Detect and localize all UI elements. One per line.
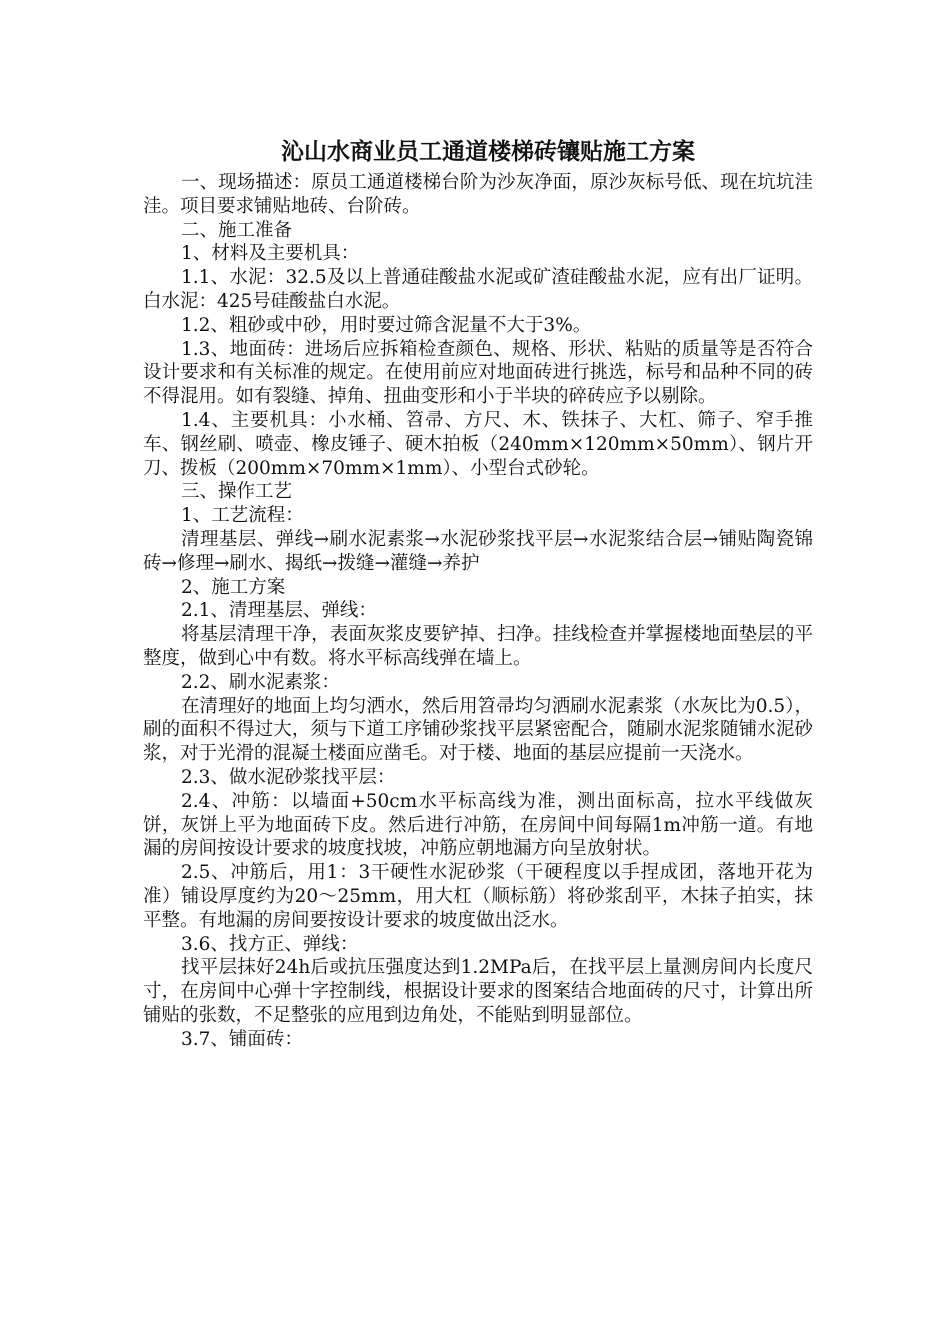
- paragraph-process-flow: 清理基层、弹线→刷水泥素浆→水泥砂浆找平层→水泥浆结合层→铺贴陶瓷锦砖→修理→刷水、揭纸→拨缝→灌缝→养护: [143, 528, 813, 574]
- paragraph-clean-base: 将基层清理干净，表面灰浆皮要铲掉、扫净。挂线检查并掌握楼地面垫层的平整度，做到心中有数。将水平标高线弹在墙上。: [143, 624, 813, 669]
- paragraph-cement-slurry: 在清理好的地面上均匀洒水，然后用笤帚均匀洒刷水泥素浆（水灰比为0.5），刷的面积不得过大，须与下道工序铺砂浆找平层紧密配合，随刷水泥浆随铺水泥砂浆，对于光滑的混凝土楼面应凿毛。对于楼、地面的基层应提前一天浇水。: [143, 695, 813, 765]
- paragraph-screed-strips: 2.4、冲筋：以墙面+50cm水平标高线为准，测出面标高，拉水平线做灰饼，灰饼上平为地面砖下皮。然后进行冲筋，在房间中间每隔1m冲筋一道。有地漏的房间按设计要求的坡度找坡，冲筋应朝地漏方向呈放射状。: [143, 790, 813, 860]
- paragraph-cement: 1.1、水泥：32.5及以上普通硅酸盐水泥或矿渣硅酸盐水泥，应有出厂证明。 白水泥：425号硅酸盐白水泥。: [143, 267, 813, 312]
- paragraph-squaring-lines: 找平层抹好24h后或抗压强度达到1.2MPa后，在找平层上量测房间内长度尺寸，在房间中心弹十字控制线，根据设计要求的图案结合地面砖的尺寸，计算出所铺贴的张数，不足整张的应甩到边角处，不能贴到明显部位。: [143, 957, 813, 1026]
- heading-cement-slurry: 2.2、刷水泥素浆：: [181, 671, 340, 693]
- heading-squaring-lines: 3.6、找方正、弹线：: [181, 933, 359, 955]
- heading-process-flow: 1、工艺流程：: [181, 505, 304, 527]
- paragraph-after-strips: 2.5、冲筋后，用1：3干硬性水泥砂浆（干硬程度以手捏成团，落地开花为准）铺设厚度约为20～25mm，用大杠（顺标筋）将砂浆刮平，木抹子拍实，抹平整。有地漏的房间要按设计要求的坡度做出泛水。: [143, 862, 813, 931]
- heading-process: 三、操作工艺: [181, 481, 293, 503]
- paragraph-sand: 1.2、粗砂或中砂，用时要过筛含泥量不大于3%。: [181, 314, 592, 336]
- paragraph-floor-tiles: 1.3、地面砖：进场后应拆箱检查颜色、规格、形状、粘贴的质量等是否符合设计要求和有关标准的规定。在使用前应对地面砖进行挑选，标号和品种不同的砖不得混用。如有裂缝、掉角、扭曲变形和小于半块的碎砖应予以剔除。: [143, 338, 813, 408]
- heading-preparation: 二、施工准备: [181, 219, 293, 241]
- heading-lay-tiles: 3.7、铺面砖：: [181, 1028, 303, 1050]
- document-title: 沁山水商业员工通道楼梯砖镶贴施工方案: [281, 139, 695, 165]
- heading-materials-tools: 1、材料及主要机具：: [181, 243, 360, 265]
- paragraph-site-description: 一、现场描述：原员工通道楼梯台阶为沙灰净面，原沙灰标号低、现在坑坑洼洼。项目要求铺贴地砖、台阶砖。: [143, 172, 813, 217]
- paragraph-main-tools: 1.4、主要机具：小水桶、笤帚、方尺、木、铁抹子、大杠、筛子、窄手推车、钢丝刷、喷壶、橡皮锤子、硬木拍板（240mm×120mm×50mm）、钢片开刀、拨板（200mm×70mm×1mm）、小型台式砂轮。: [143, 409, 813, 479]
- heading-clean-base: 2.1、清理基层、弹线：: [181, 600, 377, 622]
- heading-leveling-layer: 2.3、做水泥砂浆找平层：: [181, 766, 396, 788]
- document-page: [143, 135, 813, 1051]
- heading-construction-plan: 2、施工方案: [181, 576, 286, 598]
